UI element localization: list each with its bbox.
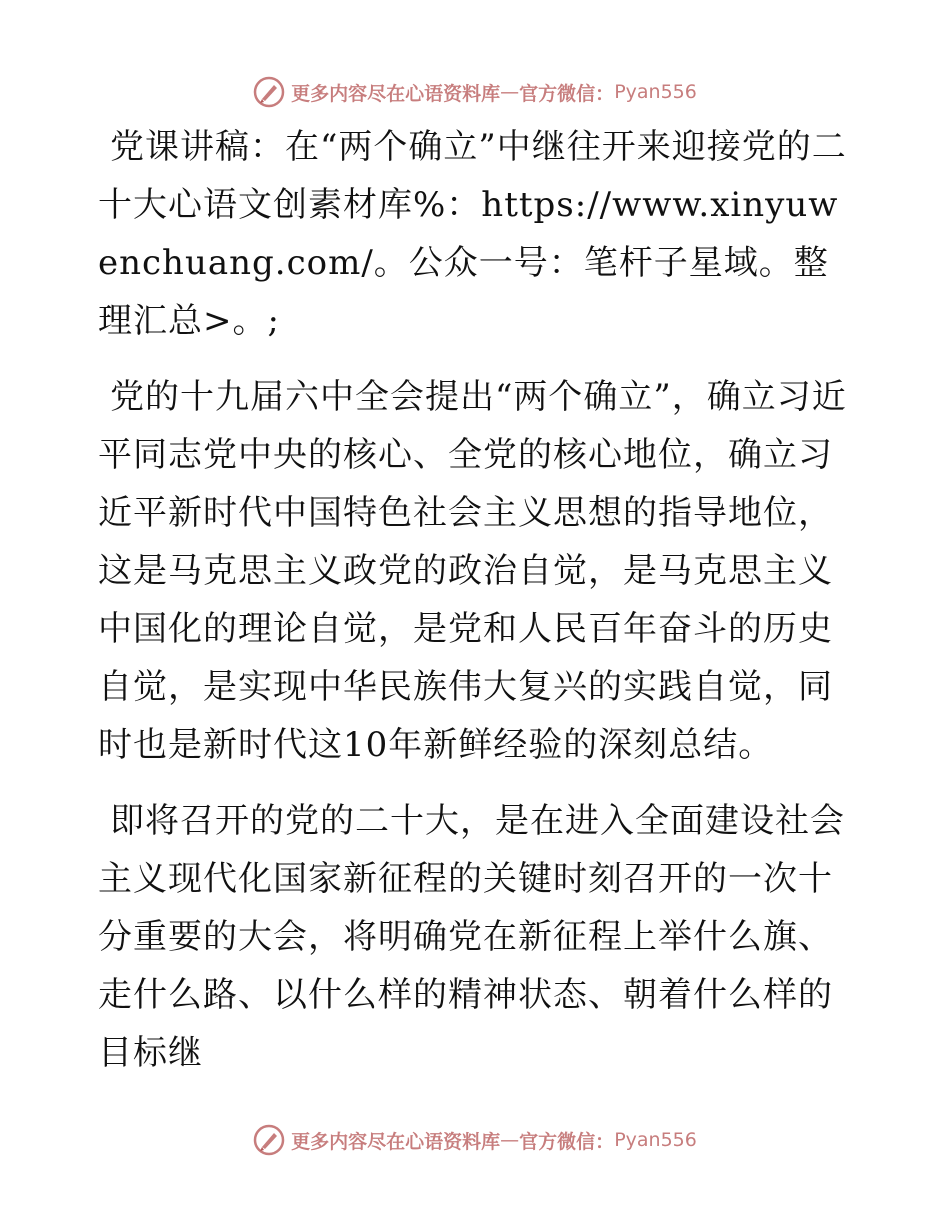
footer-wechat-label: 官方微信：	[519, 1130, 615, 1153]
header-wechat-label: 官方微信：	[519, 82, 615, 105]
header-slogan: 更多内容尽在心语资料库	[291, 82, 501, 105]
paragraph-text: 党课讲稿：在“两个确立”中继往开来迎接党的二十大心语文创素材库%：https://www.xinyuwenchuang.com/。公众一号：笔杆子星域。整理汇总>。;	[98, 127, 847, 341]
paragraph-text: 即将召开的党的二十大，是在进入全面建设社会主义现代化国家新征程的关键时刻召开的一次十分重要的大会，将明确党在新征程上举什么旗、走什么路、以什么样的精神状态、朝着什么样的目标继	[98, 801, 845, 1073]
header-banner	[0, 70, 950, 114]
footer-slogan: 更多内容尽在心语资料库	[291, 1130, 501, 1153]
paragraph-2	[98, 368, 850, 774]
pen-logo-icon	[253, 1124, 285, 1156]
pen-logo-icon	[253, 76, 285, 108]
paragraph-3	[98, 792, 850, 1082]
paragraph-text: 党的十九届六中全会提出“两个确立”，确立习近平同志党中央的核心、全党的核心地位，确立习近平新时代中国特色社会主义思想的指导地位，这是马克思主义政党的政治自觉，是马克思主义中国化的理论自觉，是党和人民百年奋斗的历史自觉，是实现中华民族伟大复兴的实践自觉，同时也是新时代这10年新鲜经验的深刻总结。	[98, 377, 847, 765]
document-body	[98, 118, 850, 1100]
paragraph-1	[98, 118, 850, 350]
header-dash: —	[500, 81, 520, 103]
footer-dash: —	[500, 1129, 520, 1151]
footer-banner	[0, 1118, 950, 1162]
footer-wechat-id: Pyan556	[614, 1129, 697, 1151]
header-wechat-id: Pyan556	[614, 81, 697, 103]
